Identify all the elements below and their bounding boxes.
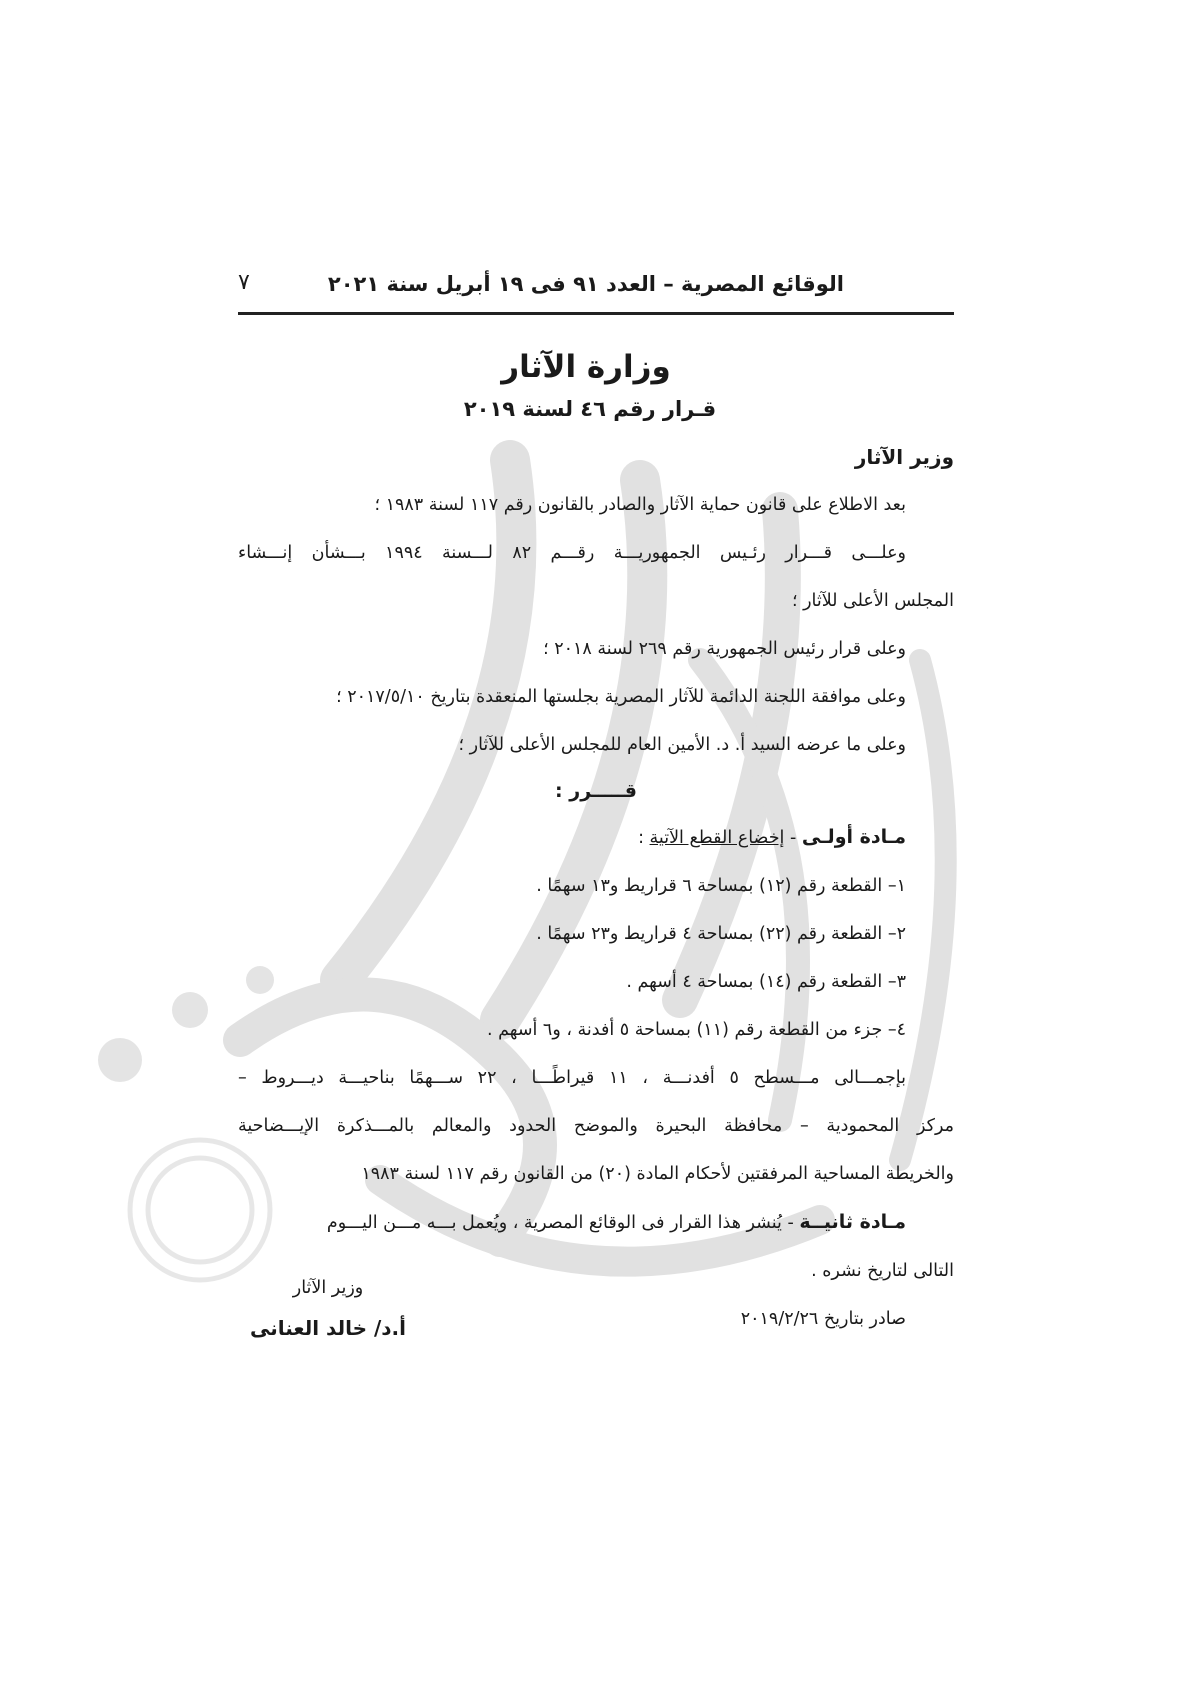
total-line: بإجمـــالى مـــسطح ٥ أفدنـــة ، ١١ قيراطًـــا ، ٢٢ ســـهمًا بناحيـــة ديـــروط – — [238, 1068, 906, 1088]
article-one-colon: : — [638, 828, 650, 848]
preamble-line: وعلـــى قـــرار رئـيس الجمهوريـــة رقـــم ٨٢ لـــسنة ١٩٩٤ بـــشأن إنـــشاء — [238, 543, 906, 563]
article-two-label: مـادة ثانيــة — [799, 1211, 906, 1233]
ministry-title: وزارة الآثار — [501, 349, 671, 385]
article-one-label: مـادة أولـى — [801, 826, 906, 848]
issue-date: صادر بتاريخ ٢٠١٩/٢/٢٦ — [740, 1309, 906, 1329]
plot-item: ٢– القطعة رقم (٢٢) بمساحة ٤ قراريط و٢٣ سهمًا . — [536, 924, 906, 944]
plot-item: ٣– القطعة رقم (١٤) بمساحة ٤ أسهم . — [626, 972, 906, 992]
signature-title: وزير الآثار — [292, 1278, 364, 1298]
gazette-page — [238, 258, 954, 1341]
preamble-line: بعد الاطلاع على قانون حماية الآثار والصادر بالقانون رقم ١١٧ لسنة ١٩٨٣ ؛ — [374, 495, 906, 515]
total-line: مركز المحمودية – محافظة البحيرة والموضح الحدود والمعالم بالمـــذكرة الإيـــضاحية — [238, 1116, 954, 1136]
decided-heading — [238, 769, 954, 813]
decision-number: قـرار رقم ٤٦ لسنة ٢٠١٩ — [463, 397, 717, 421]
preamble-line: وعلى موافقة اللجنة الدائمة للآثار المصرية بجلستها المنعقدة بتاريخ ٢٠١٧/٥/١٠ ؛ — [336, 687, 906, 707]
header-title: الوقائع المصرية – العدد ٩١ فى ١٩ أبريل سنة ٢٠٢١ — [327, 272, 844, 296]
article-one-dash: - — [784, 828, 802, 848]
article-one-text: إخضاع القطع الآتية — [649, 828, 785, 848]
decision-body — [238, 445, 954, 1341]
article-two — [238, 1198, 954, 1247]
article-one — [238, 813, 954, 862]
decided-word: قـــــرر — [569, 780, 637, 802]
article-two-continuation: التالى لتاريخ نشره . — [811, 1261, 954, 1281]
plot-item: ١– القطعة رقم (١٢) بمساحة ٦ قراريط و١٣ سهمًا . — [536, 876, 906, 896]
preamble-line: وعلى ما عرضه السيد أ. د. الأمين العام للمجلس الأعلى للآثار ؛ — [458, 735, 906, 755]
signature-name: أ.د/ خالد العنانى — [249, 1316, 406, 1340]
page-header — [238, 258, 954, 315]
decided-colon: : — [555, 780, 570, 802]
total-line: والخريطة المساحية المرفقتين لأحكام المادة (٢٠) من القانون رقم ١١٧ لسنة ١٩٨٣ — [361, 1164, 954, 1184]
plot-item: ٤– جزء من القطعة رقم (١١) بمساحة ٥ أفدنة ، و٦ أسهم . — [486, 1020, 906, 1040]
signature-block — [238, 1268, 418, 1348]
page-number: ٧ — [238, 270, 250, 295]
preamble-line: وعلى قرار رئيس الجمهورية رقم ٢٦٩ لسنة ٢٠١٨ ؛ — [543, 639, 906, 659]
article-two-text: - يُنشر هذا القرار فى الوقائع المصرية ، ويُعمل بـــه مـــن اليـــوم — [326, 1213, 800, 1233]
minister-heading: وزير الآثار — [854, 445, 954, 469]
preamble-line: المجلس الأعلى للآثار ؛ — [791, 591, 954, 611]
